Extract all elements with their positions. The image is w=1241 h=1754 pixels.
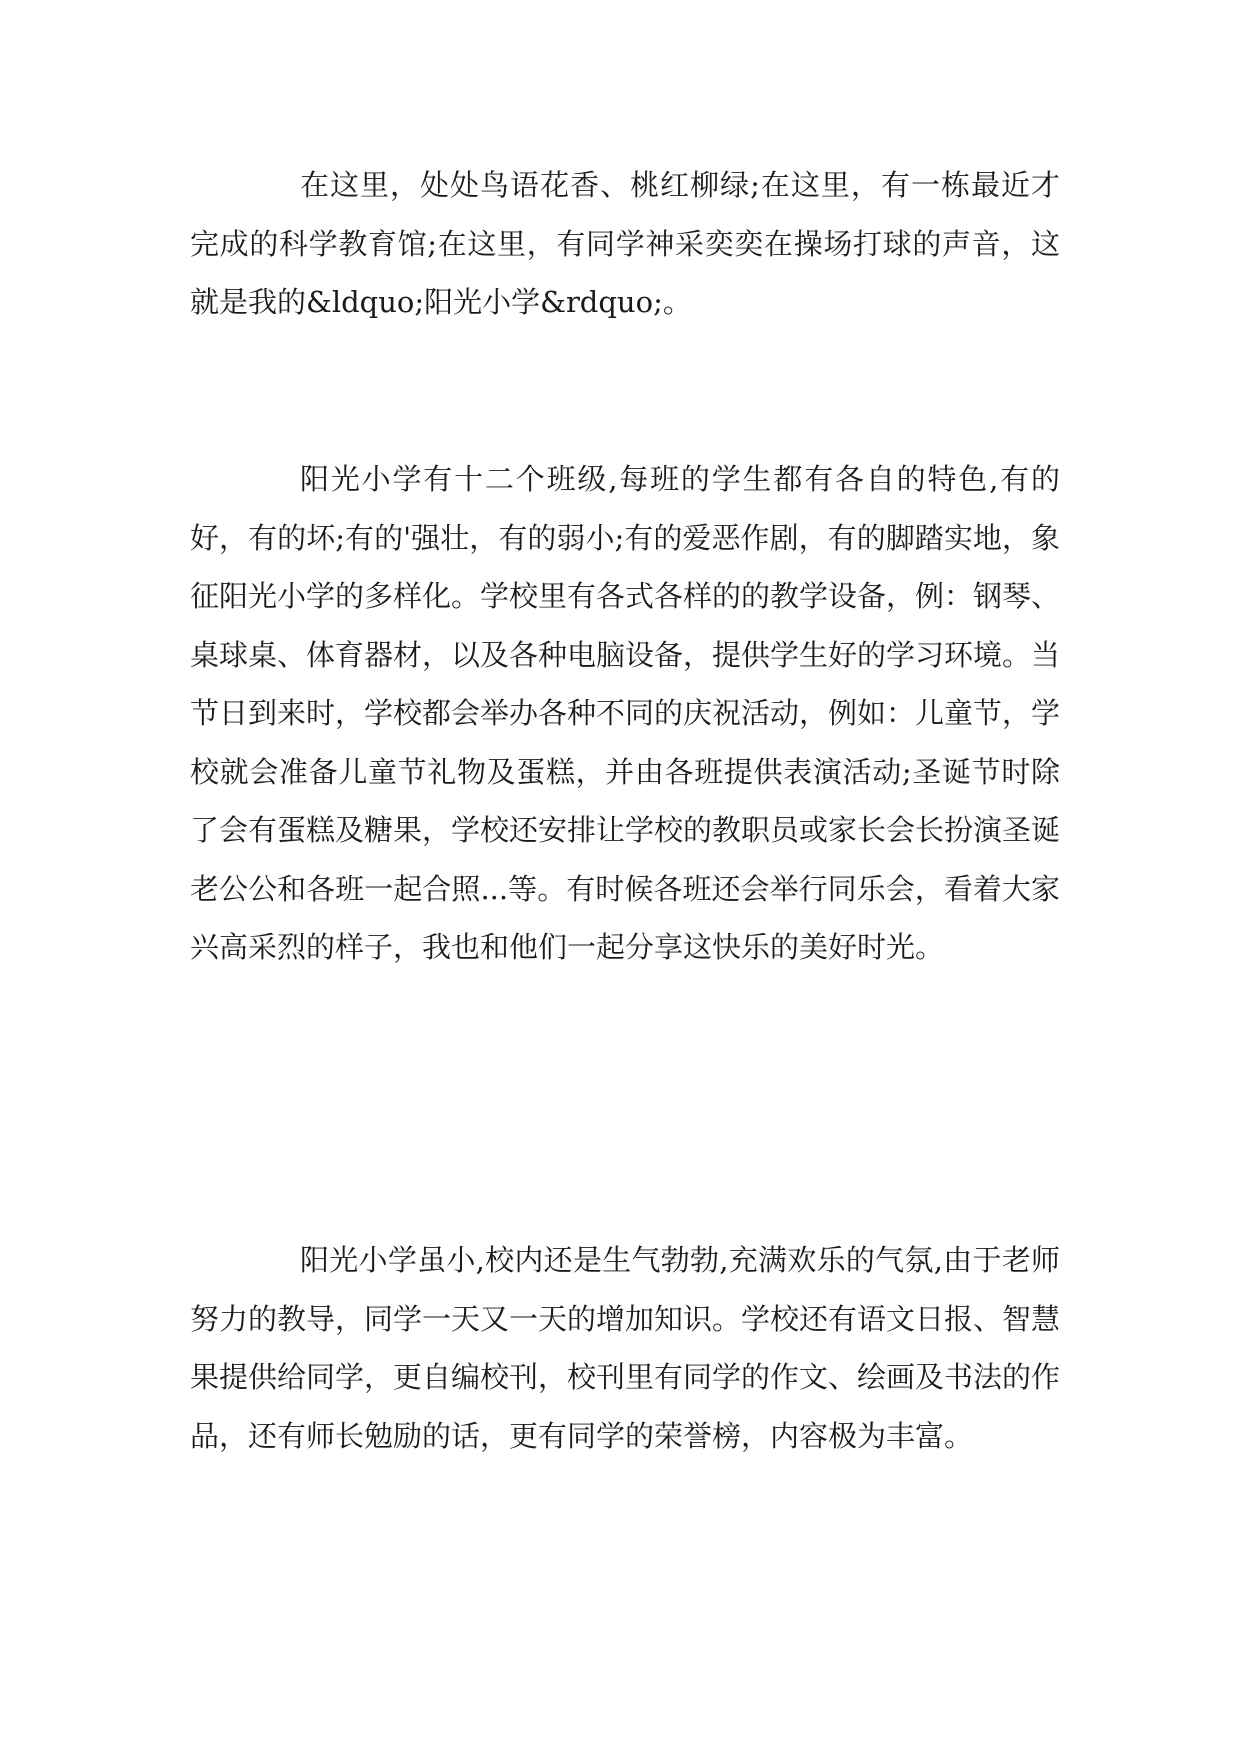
paragraph-1: 在这里，处处鸟语花香、桃红柳绿;在这里，有一栋最近才完成的科学教育馆;在这里，有同学神采奕奕在操场打球的声音，这就是我的&ldquo;阳光小学&rdquo;。 (190, 168, 1060, 319)
paragraph-3: 阳光小学虽小,校内还是生气勃勃,充满欢乐的气氛,由于老师努力的教导，同学一天又一天的增加知识。学校还有语文日报、智慧果提供给同学，更自编校刊，校刊里有同学的作文、绘画及书法的作品，还有师长勉励的话，更有同学的荣誉榜，内容极为丰富。 (190, 1243, 1061, 1453)
paragraph-2: 阳光小学有十二个班级,每班的学生都有各自的特色,有的好，有的坏;有的'强壮，有的弱小;有的爱恶作剧，有的脚踏实地，象征阳光小学的多样化。学校里有各式各样的的教学设备，例：钢琴、桌球桌、体育器材，以及各种电脑设备，提供学生好的学习环境。当节日到来时，学校都会举办各种不同的庆祝活动，例如：儿童节，学校就会准备儿童节礼物及蛋糕，并由各班提供表演活动;圣诞节时除了会有蛋糕及糖果，学校还安排让学校的教职员或家长会长扮演圣诞老公公和各班一起合照...等。有时候各班还会举行同乐会，看着大家兴高采烈的样子，我也和他们一起分享这快乐的美好时光。 (190, 462, 1061, 964)
